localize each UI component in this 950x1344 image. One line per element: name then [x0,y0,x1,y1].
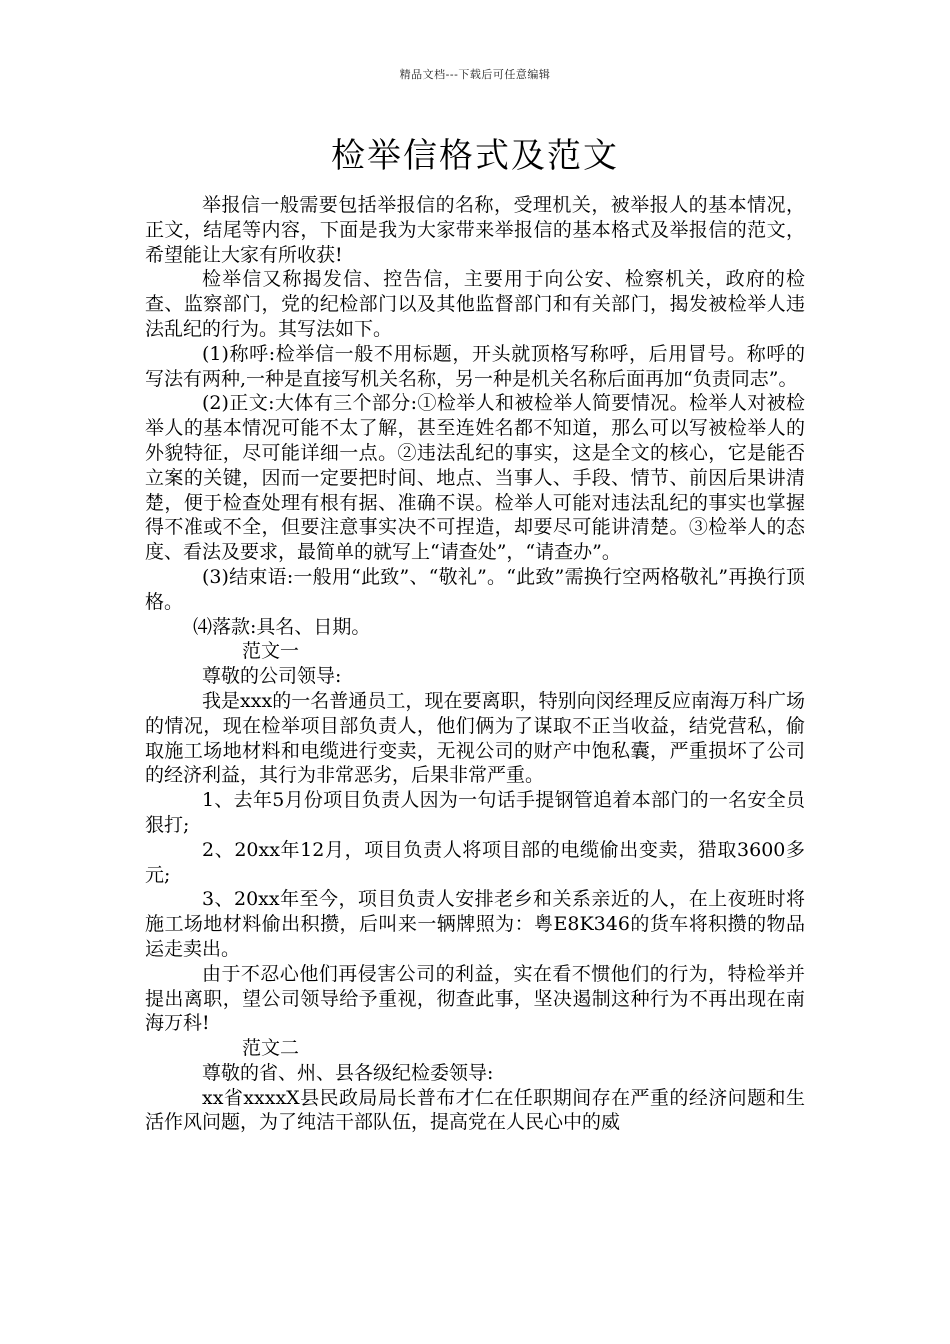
document-title: 检举信格式及范文 [331,136,619,176]
sample-1-item-3: 3、20xx年至今，项目负责人安排老乡和关系亲近的人，在上夜班时将施工场地材料偷出积攒，后叫来一辆牌照为：粤E8K346的货车将积攒的物品运走卖出。 [145,888,805,960]
sample-2-paragraph: xx省xxxxX县民政局局长普布才仁在任职期间存在严重的经济问题和生活作风问题，为了纯洁干部队伍，提高党在人民心中的威 [145,1086,805,1134]
section-heading-sample-2: 范文二 [242,1037,300,1060]
paragraph-salutation-rule: (1)称呼:检举信一般不用标题，开头就顶格写称呼，后用冒号。称呼的写法有两种,一种是直接写机关名称，另一种是机关名称后面再加“负责同志”。 [145,342,805,390]
sample-1-item-2: 2、20xx年12月，项目负责人将项目部的电缆偷出变卖，猎取3600多元; [145,838,805,886]
sample-1-salutation: 尊敬的公司领导: [202,665,342,688]
section-heading-sample-1: 范文一 [242,640,300,663]
sample-2-salutation: 尊敬的省、州、县各级纪检委领导: [202,1061,494,1084]
page-header: 精品文档---下载后可任意编辑 [399,68,551,81]
paragraph-definition: 检举信又称揭发信、控告信，主要用于向公安、检察机关，政府的检查、监察部门，党的纪检部门以及其他监督部门和有关部门，揭发被检举人违法乱纪的行为。其写法如下。 [145,268,805,340]
paragraph-signature-rule: ⑷落款:具名、日期。 [193,615,371,638]
document-body [145,193,805,1135]
paragraph-intro: 举报信一般需要包括举报信的名称，受理机关，被举报人的基本情况，正文，结尾等内容，下面是我为大家带来举报信的基本格式及举报信的范文，希望能让大家有所收获! [145,194,805,266]
sample-1-item-1: 1、去年5月份项目负责人因为一句话手提钢管追着本部门的一名安全员狠打; [145,789,805,836]
paragraph-closing-rule: (3)结束语:一般用“此致”、“敬礼”。“此致”需换行空两格敬礼”再换行顶格。 [145,565,805,613]
sample-1-conclusion: 由于不忍心他们再侵害公司的利益，实在看不惯他们的行为，特检举并提出离职，望公司领导给予重视，彻查此事，坚决遏制这种行为不再出现在南海万科! [145,962,805,1035]
sample-1-paragraph: 我是xxx的一名普通员工，现在要离职，特别向闵经理反应南海万科广场的情况，现在检举项目部负责人，他们俩为了谋取不正当收益，结党营私，偷取施工场地材料和电缆进行变卖，无视公司的财产中饱私囊，严重损坏了公司的经济利益，其行为非常恶劣，后果非常严重。 [145,689,805,787]
paragraph-body-rule: (2)正文:大体有三个部分:①检举人和被检举人简要情况。检举人对被检举人的基本情况可能不太了解，甚至连姓名都不知道，那么可以写被检举人的外貌特征，尽可能详细一点。②违法乱纪的事实，这是全文的核心，它是能否立案的关键，因而一定要把时间、地点、当事人、手段、情节、前因后果讲清楚，便于检查处理有根有据、准确不误。检举人可能对违法乱纪的事实也掌握得不准或不全，但要注意事实决不可捏造，却要尽可能讲清楚。③检举人的态度、看法及要求，最简单的就写上“请查处”，“请查办”。 [145,392,805,564]
